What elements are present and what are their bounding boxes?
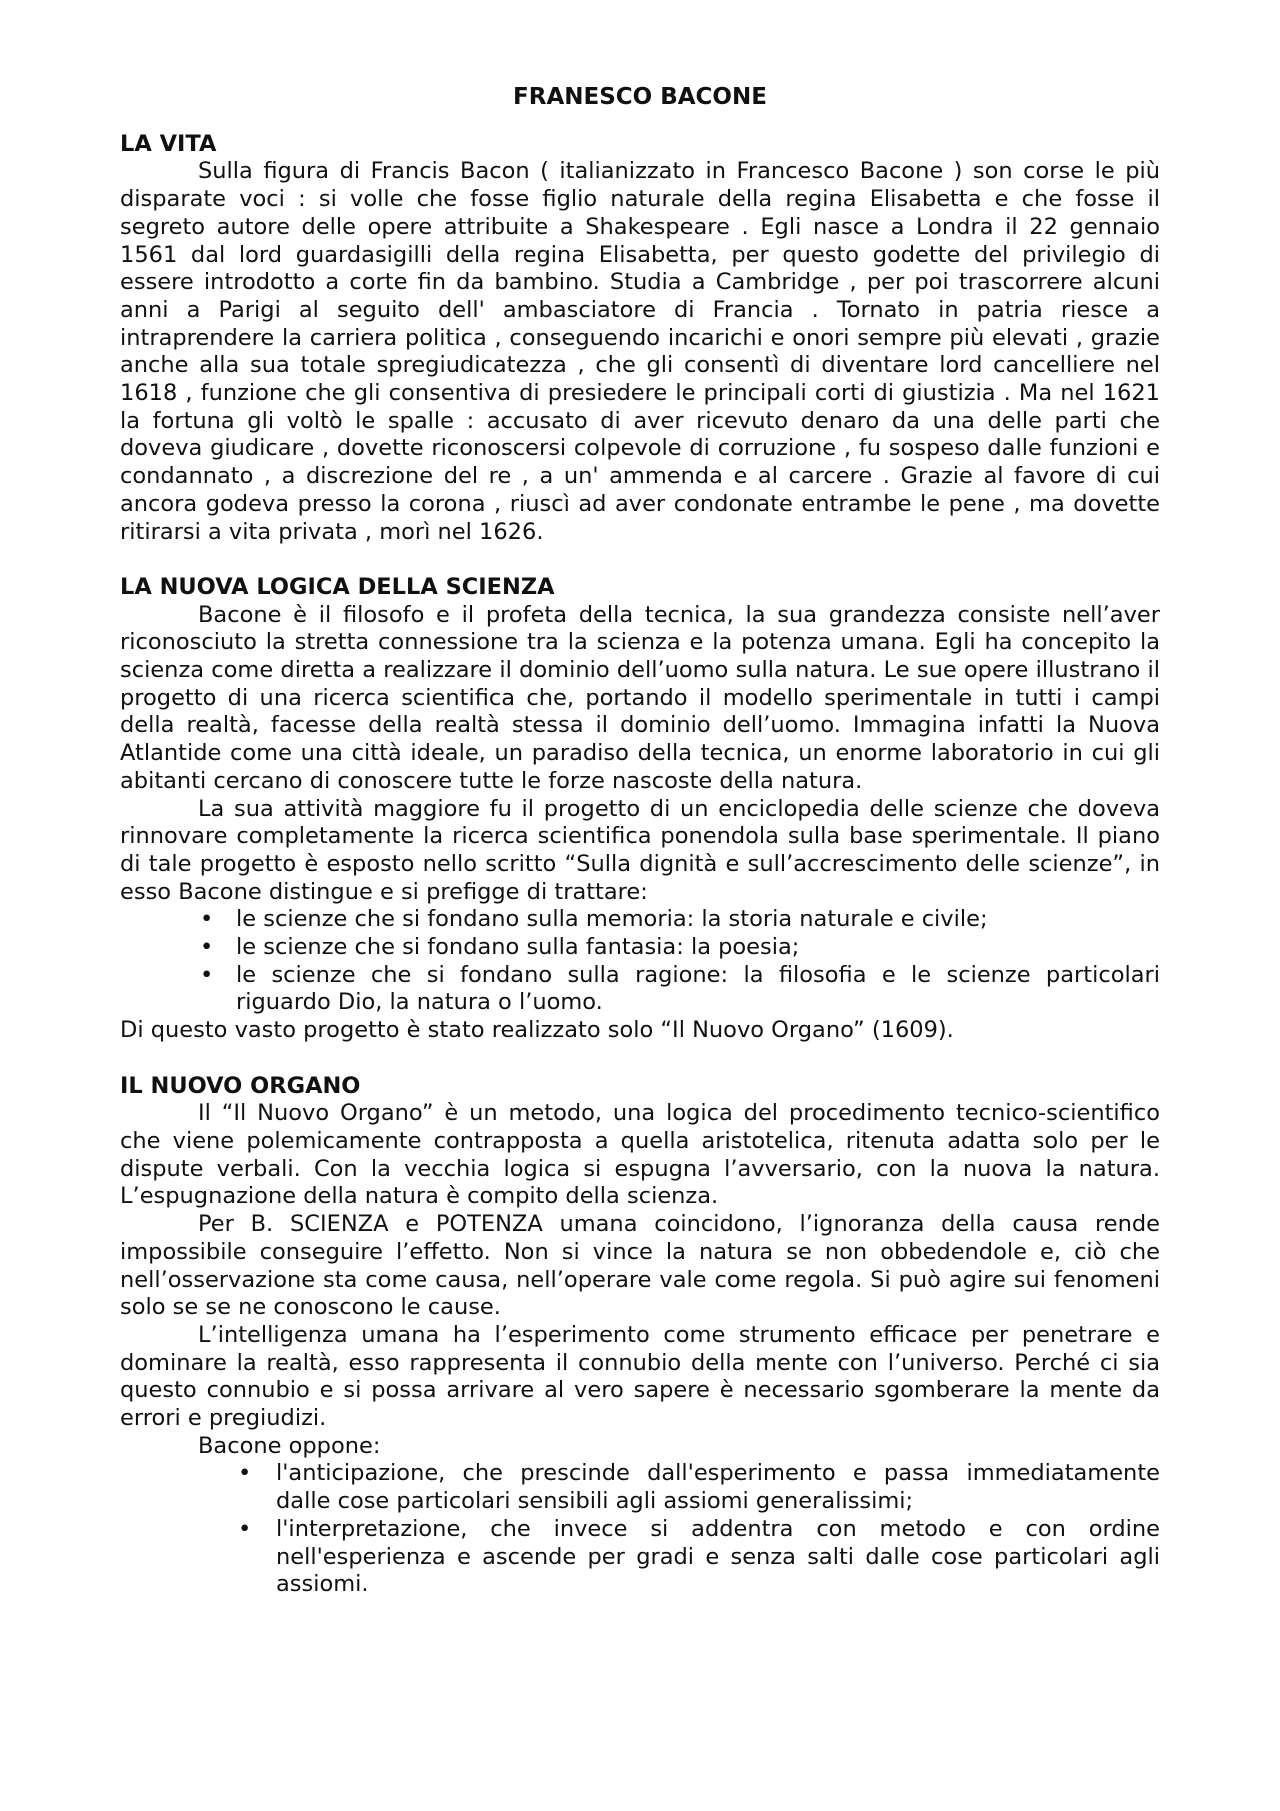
- paragraph-organo-3: L’intelligenza umana ha l’esperimento come strumento efficace per penetrare e dominare la realtà, esso rappresenta il connubio della mente con l’universo. Perché ci sia questo connubio e si possa arrivare al vero sapere è necessario sgomberare la mente da errori e pregiudizi.: [120, 1321, 1160, 1432]
- paragraph-organo-2: Per B. SCIENZA e POTENZA umana coincidono, l’ignoranza della causa rende impossibile conseguire l’effetto. Non si vince la natura se non obbedendole e, ciò che nell’osservazione sta come causa, nell’operare vale come regola. Si può agire sui fenomeni solo se se ne conoscono le cause.: [120, 1211, 1160, 1321]
- bullet-icon: •: [200, 934, 214, 961]
- paragraph-logica-2: La sua attività maggiore fu il progetto di un enciclopedia delle scienze che doveva rinnovare completamente la ricerca scientifica ponendola sulla base sperimentale. Il piano di tale progetto è esposto nello scritto “Sulla dignità e sull’accrescimento delle scienze”, in esso Bacone distingue e si prefigge di trattare:: [120, 795, 1160, 905]
- document-page: [120, 84, 1160, 1599]
- section-heading-vita: LA VITA: [120, 130, 217, 157]
- section-heading-organo: IL NUOVO ORGANO: [120, 1072, 361, 1099]
- section-spacer: [120, 1045, 1160, 1073]
- paragraph-logica-1: Bacone è il filosofo e il profeta della tecnica, la sua grandezza consiste nell’aver riconosciuto la stretta connessione tra la scienza e la potenza umana. Egli ha concepito la scienza come diretta a realizzare il dominio dell’uomo sulla natura. Le sue opere illustrano il progetto di una ricerca scientifica che, portando il modello sperimentale in tutti i campi della realtà, facesse della realtà stessa il dominio dell’uomo. Immagina infatti la Nuova Atlantide come una città ideale, un paradiso della tecnica, un enorme laboratorio in cui gli abitanti cercano di conoscere tutte le forze nascoste della natura.: [120, 601, 1160, 794]
- paragraph-organo-1: Il “Il Nuovo Organo” è un metodo, una logica del procedimento tecnico-scientifico che viene polemicamente contrapposta a quella aristotelica, ritenuta adatta solo per le dispute verbali. Con la vecchia logica si espugna l’avversario, con la nuova la natura. L’espugnazione della natura è compito della scienza.: [120, 1100, 1160, 1210]
- list-item: [120, 1460, 1160, 1515]
- section-spacer: [120, 546, 1160, 574]
- list-item-text: le scienze che si fondano sulla fantasia: la poesia;: [236, 934, 800, 961]
- list-item-text: l'interpretazione, che invece si addentra con metodo e con ordine nell'esperienza e ascende per gradi e senza salti dalle cose particolari agli assiomi.: [276, 1515, 1160, 1598]
- list-item-text: le scienze che si fondano sulla memoria: la storia naturale e civile;: [236, 906, 988, 933]
- list-item: [120, 1516, 1160, 1599]
- paragraph-logica-3: Di questo vasto progetto è stato realizzato solo “Il Nuovo Organo” (1609).: [120, 1017, 954, 1044]
- bullet-icon: •: [238, 1460, 252, 1487]
- list-item: [120, 934, 1160, 962]
- list-item: [120, 906, 1160, 934]
- bullet-list-sciences: [120, 906, 1160, 1017]
- bullet-icon: •: [238, 1515, 252, 1542]
- list-item-text: l'anticipazione, che prescinde dall'esperimento e passa immediatamente dalle cose particolari sensibili agli assiomi generalissimi;: [276, 1460, 1160, 1515]
- section-heading-logica: LA NUOVA LOGICA DELLA SCIENZA: [120, 573, 555, 600]
- list-item-text: le scienze che si fondano sulla ragione: la filosofia e le scienze particolari riguardo Dio, la natura o l’uomo.: [236, 961, 1160, 1016]
- bullet-list-bacone-oppone: [120, 1460, 1160, 1599]
- document-title: FRANESCO BACONE: [513, 84, 767, 110]
- list-item: [120, 962, 1160, 1017]
- bullet-icon: •: [200, 961, 214, 988]
- paragraph-organo-4: Bacone oppone:: [198, 1432, 381, 1459]
- paragraph-vita-1: Sulla figura di Francis Bacon ( italianizzato in Francesco Bacone ) son corse le più disparate voci : si volle che fosse figlio naturale della regina Elisabetta e che fosse il segreto autore delle opere attribuite a Shakespeare . Egli nasce a Londra il 22 gennaio 1561 dal lord guardasigilli della regina Elisabetta, per questo godette del privilegio di essere introdotto a corte fin da bambino. Studia a Cambridge , per poi trascorrere alcuni anni a Parigi al seguito dell' ambasciatore di Francia . Tornato in patria riesce a intraprendere la carriera politica , conseguendo incarichi e onori sempre più elevati , grazie anche alla sua totale spregiudicatezza , che gli consentì di diventare lord cancelliere nel 1618 , funzione che gli consentiva di presiedere le principali corti di giustizia . Ma nel 1621 la fortuna gli voltò le spalle : accusato di aver ricevuto denaro da una delle parti che doveva giudicare , dovette riconoscersi colpevole di corruzione , fu sospeso dalle funzioni e condannato , a discrezione del re , a un' ammenda e al carcere . Grazie al favore di cui ancora godeva presso la corona , riuscì ad aver condonate entrambe le pene , ma dovette ritirarsi a vita privata , morì nel 1626.: [120, 158, 1160, 545]
- bullet-icon: •: [200, 906, 214, 933]
